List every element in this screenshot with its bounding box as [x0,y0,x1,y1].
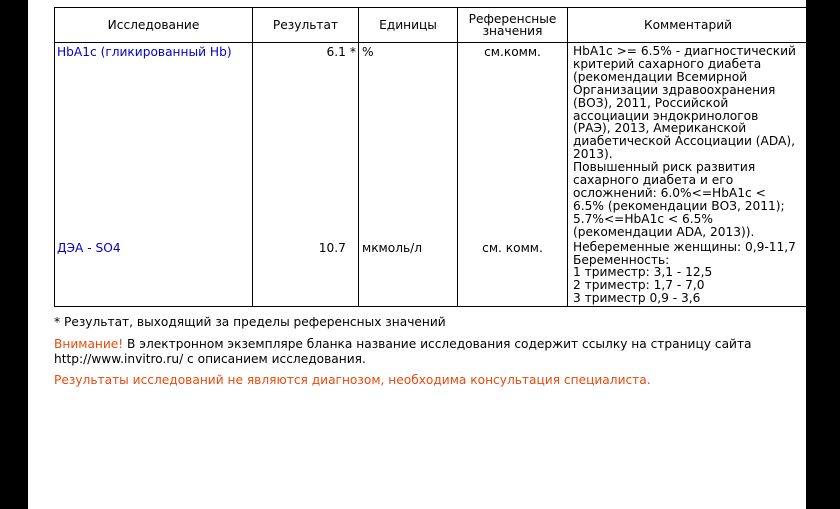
report-sheet [28,0,806,509]
comment-line: 3 триместр 0,9 - 3,6 [573,291,701,306]
footnote: * Результат, выходящий за пределы референсных значений [54,315,446,329]
result-number: 6.1 [326,45,346,59]
comment-line: сахарного диабета и его [573,173,734,188]
comment-line: (рекомендации ADA, 2013)). [573,224,755,239]
comment-line: 6.5% (рекомендации ВОЗ, 2011); [573,198,785,213]
comment-line: Небеременные женщины: 0,9-11,7 [573,239,796,254]
comment-line: критерий сахарного диабета [573,56,762,71]
header-result: Результат [253,8,359,43]
comment-line: HbA1c >= 6.5% - диагностический [573,44,796,58]
attention-text: В электронном экземпляре бланка название исследования содержит ссылку на страницу сайта [123,337,752,351]
comment-line: (РАЭ), 2013, Американской [573,121,747,136]
comment-line: Повышенный риск развития [573,160,756,175]
header-reference [458,8,568,43]
header-reference-line1: Референсные [468,12,557,26]
site-link[interactable]: http://www.invitro.ru/ [54,351,184,366]
comment-line: (ВОЗ), 2011, Российской [573,95,729,110]
result-value [253,43,359,239]
header-test: Исследование [55,8,253,43]
results-table [54,7,809,307]
disclaimer: Результаты исследований не являются диагнозом, необходима консультация специалиста. [54,373,651,387]
attention-label: Внимание! [54,337,124,351]
result-value [253,239,359,307]
table-header-row [55,8,809,43]
comment-line: осложнений: 6.0%<=HbA1c < [573,185,766,200]
comment-line: Беременность: [573,252,670,267]
comment-line: диабетической Ассоциации (ADA), [573,134,795,149]
comment-line: 1 триместр: 3,1 - 12,5 [573,265,713,280]
table-row [55,239,809,307]
reference-value: см.комм. [458,43,568,239]
out-of-range-flag: * [349,45,356,59]
comment-cell [568,239,809,307]
comment-line: ассоциации эндокринологов [573,108,759,123]
unit-value: % [359,43,458,239]
comment-cell [568,43,809,239]
test-name-link[interactable]: ДЭА - SO4 [55,239,253,307]
comment-line: 2013). [573,147,613,162]
table-row [55,43,809,239]
header-reference-line2: значения [482,24,543,38]
header-comment: Комментарий [568,8,809,43]
comment-line: 2 триместр: 1,7 - 7,0 [573,278,705,293]
comment-line: Организации здравоохранения [573,82,776,97]
unit-value: мкмоль/л [359,239,458,307]
reference-value: см. комм. [458,239,568,307]
result-number: 10.7 [318,240,346,255]
test-name-link[interactable]: HbA1c (гликированный Hb) [55,43,253,239]
header-units: Единицы [359,8,458,43]
attention-note [54,337,814,366]
comment-line: (рекомендации Всемирной [573,69,748,84]
comment-line: 5.7%<=HbA1c < 6.5% [573,211,714,226]
attention-tail: с описанием исследования. [183,351,366,366]
